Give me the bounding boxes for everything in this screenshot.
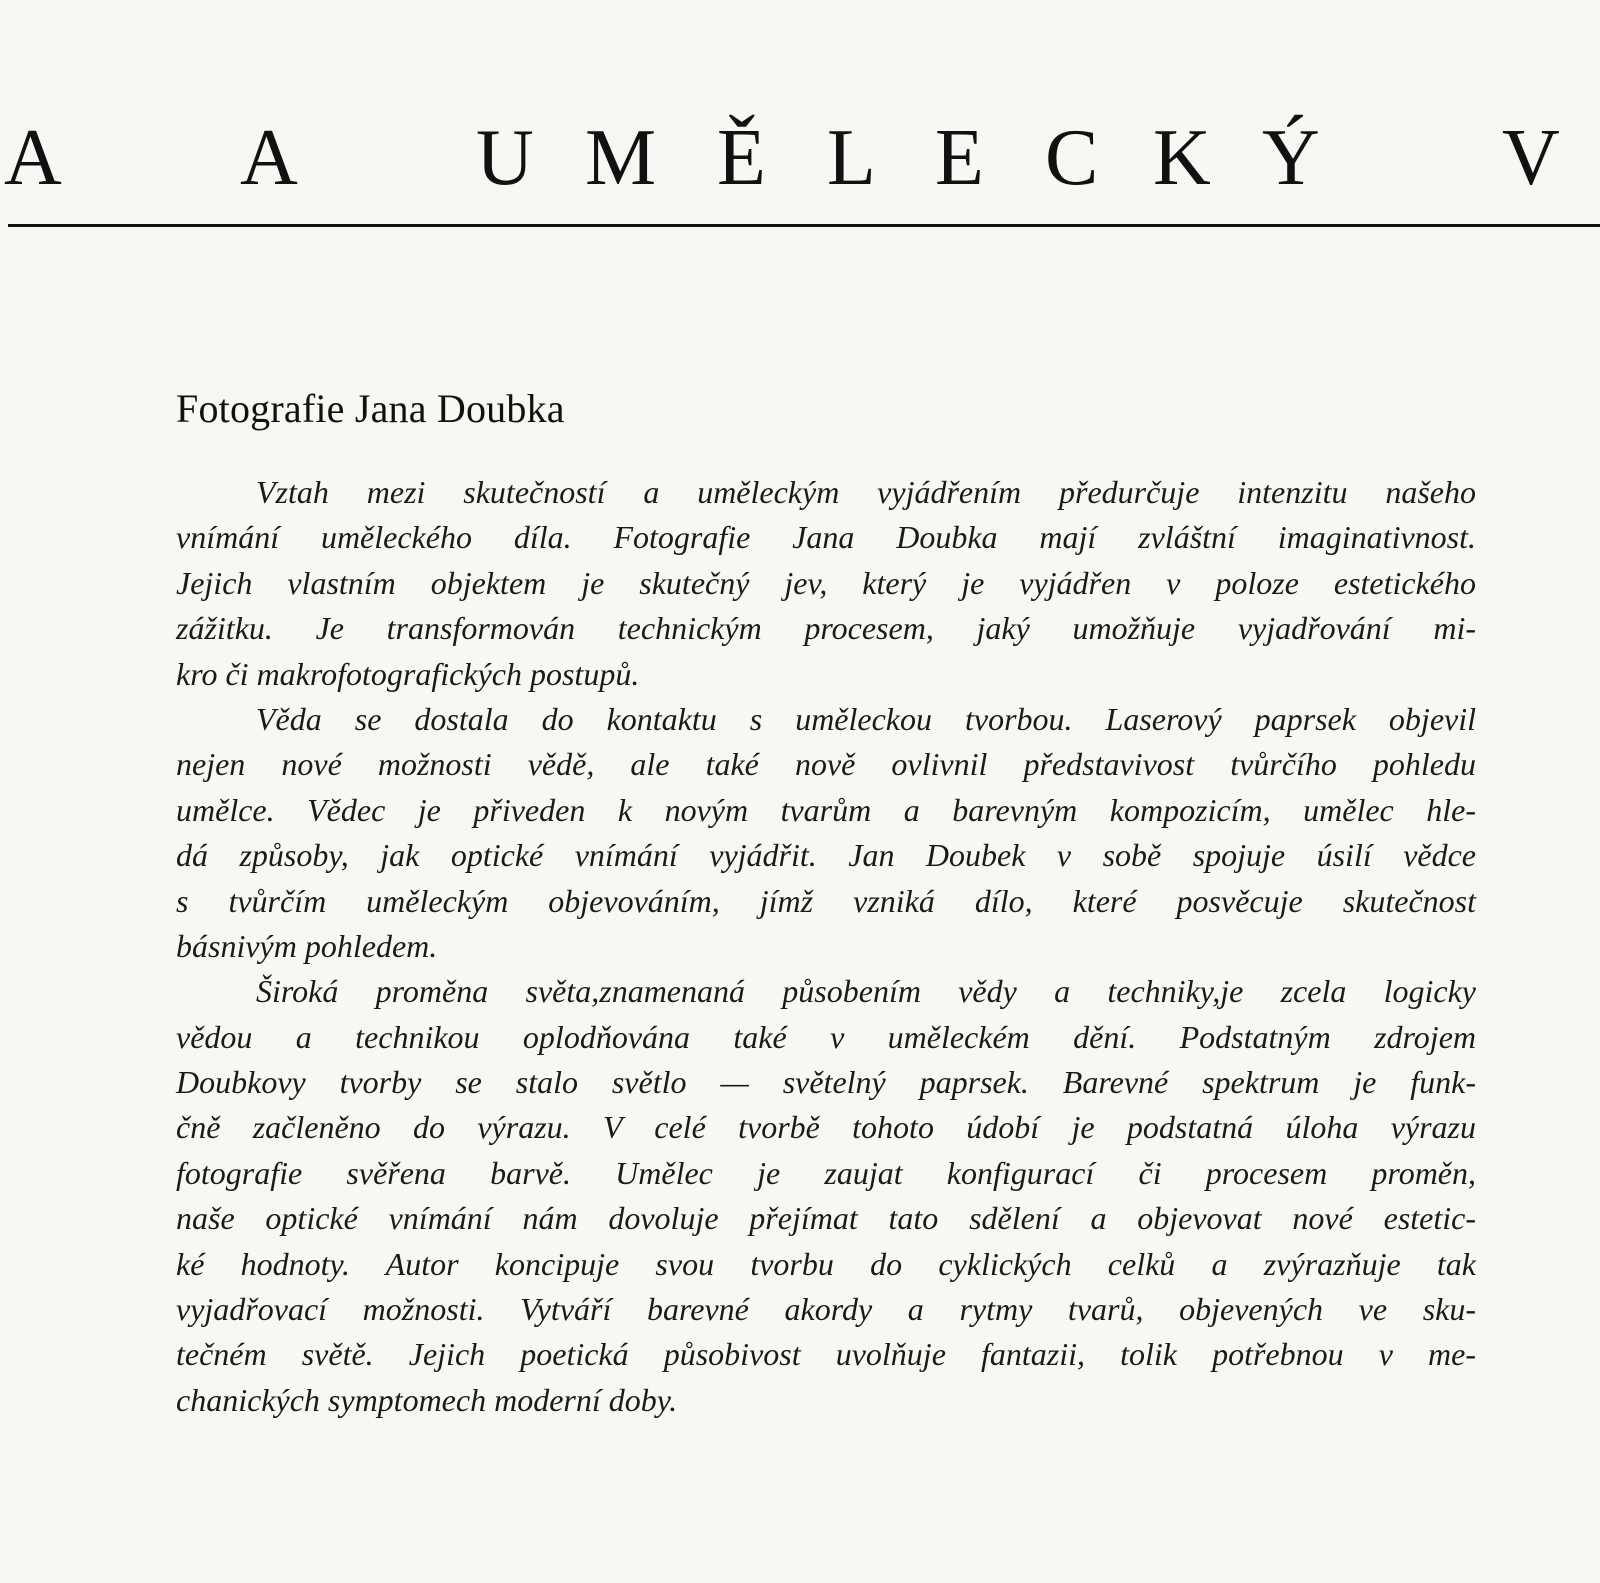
header-letter: L	[827, 114, 876, 202]
header-letter: Ě	[717, 114, 766, 202]
paragraph-line: ké hodnoty. Autor koncipuje svou tvorbu do cyklických celků a zvýrazňuje tak	[176, 1245, 1476, 1282]
paragraph-line: kro či makrofotografických postupů.	[176, 655, 640, 692]
header-letter: Ý	[1262, 114, 1320, 202]
paragraph-line: umělce. Vědec je přiveden k novým tvarům a barevným kompozicím, umělec hle-	[176, 791, 1476, 828]
article-body	[176, 470, 1476, 1423]
paragraph-line: Široká proměna světa,znamenaná působením vědy a techniky,je zcela logicky	[256, 973, 1476, 1010]
paragraph-line: chanických symptomech moderní doby.	[176, 1381, 678, 1418]
paragraph-line: naše optické vnímání nám dovoluje přejímat tato sdělení a objevovat nové estetic-	[176, 1200, 1476, 1237]
header-letter: U	[476, 114, 534, 202]
paragraph-line: Věda se dostala do kontaktu s uměleckou tvorbou. Laserový paprsek objevil	[256, 700, 1476, 737]
header-letter: K	[1153, 114, 1211, 202]
header-letter: A	[240, 114, 298, 202]
paragraph-line: tečném světě. Jejich poetická působivost uvolňuje fantazii, tolik potřebnou v me-	[176, 1336, 1476, 1373]
paragraph-line: Vztah mezi skutečností a uměleckým vyjádřením předurčuje intenzitu našeho	[256, 474, 1476, 510]
header-letter: M	[585, 114, 657, 202]
header-letter: A	[4, 114, 62, 202]
paragraph-line: básnivým pohledem.	[176, 927, 438, 964]
paragraph-line: fotografie svěřena barvě. Umělec je zaujat konfigurací či procesem proměn,	[176, 1154, 1476, 1191]
paragraph-line: dá způsoby, jak optické vnímání vyjádřit. Jan Doubek v sobě spojuje úsilí vědce	[176, 837, 1476, 874]
paragraph-line: nejen nové možnosti vědě, ale také nově ovlivnil představivost tvůrčího pohledu	[176, 746, 1476, 783]
paragraph-line: vnímání uměleckého díla. Fotografie Jana Doubka mají zvláštní imaginativnost.	[176, 519, 1476, 556]
header-letter: V	[1502, 114, 1560, 202]
paragraph-line: s tvůrčím uměleckým objevováním, jímž vzniká dílo, které posvěcuje skutečnost	[176, 882, 1476, 919]
header-letter: C	[1045, 114, 1099, 202]
paragraph-line: čně začleněno do výrazu. V celé tvorbě tohoto údobí je podstatná úloha výrazu	[176, 1109, 1476, 1146]
paragraph-line: vědou a technikou oplodňována také v uměleckém dění. Podstatným zdrojem	[176, 1018, 1476, 1055]
paragraph-line: vyjadřovací možnosti. Vytváří barevné akordy a rytmy tvarů, objevených ve sku-	[176, 1291, 1476, 1328]
header-rule	[8, 224, 1600, 227]
paragraph-line: zážitku. Je transformován technickým procesem, jaký umožňuje vyjadřování mi-	[176, 610, 1476, 647]
page-header	[0, 108, 1600, 218]
paragraph-line: Jejich vlastním objektem je skutečný jev, který je vyjádřen v poloze estetického	[176, 564, 1476, 601]
article-heading: Fotografie Jana Doubka	[176, 386, 565, 431]
header-letter: E	[935, 114, 984, 202]
paragraph-line: Doubkovy tvorby se stalo světlo — světelný paprsek. Barevné spektrum je funk-	[176, 1064, 1476, 1101]
